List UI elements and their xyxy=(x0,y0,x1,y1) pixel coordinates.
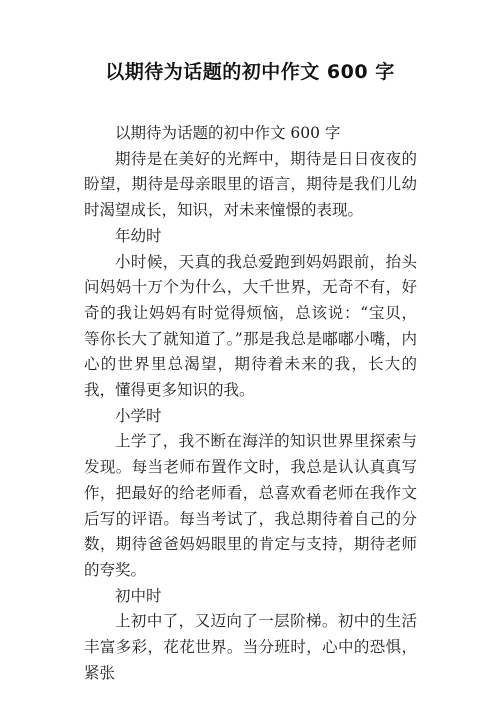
section-heading-primary-school: 小学时 xyxy=(115,406,162,425)
primary-school-paragraph: 上学了，我不断在海洋的知识世界里探索与发现。每当老师布置作文时，我总是认认真真写作，把最好的给老师看，总喜欢看老师在我作文后写的评语。每当考试了，我总期待着自己的分数，期待爸爸妈妈眼里的肯定与支持，期待老师的夸奖。 xyxy=(84,432,417,579)
document-body xyxy=(84,121,417,686)
middle-school-paragraph: 上初中了，又迈向了一层阶梯。初中的生活丰富多彩，花花世界。当分班时，心中的恐惧，紧张 xyxy=(84,612,417,682)
intro-paragraph: 期待是在美好的光辉中，期待是日日夜夜的盼望，期待是母亲眼里的语言，期待是我们儿幼时渴望成长，知识，对未来憧憬的表现。 xyxy=(84,149,417,220)
childhood-paragraph: 小时候，天真的我总爱跑到妈妈跟前，抬头问妈妈十万个为什么，大千世界，无奇不有，好奇的我让妈妈有时觉得烦恼，总该说：“宝贝，等你长大了就知道了。”那是我总是嘟嘟小嘴，内心的世界里总渴望，期待着未来的我，长大的我，懂得更多知识的我。 xyxy=(84,252,417,400)
section-heading-middle-school: 初中时 xyxy=(115,586,162,605)
document-title: 以期待为话题的初中作文 600 字 xyxy=(105,61,395,83)
subtitle-paragraph: 以期待为话题的初中作文 600 字 xyxy=(115,124,341,142)
section-heading-childhood: 年幼时 xyxy=(115,226,162,245)
